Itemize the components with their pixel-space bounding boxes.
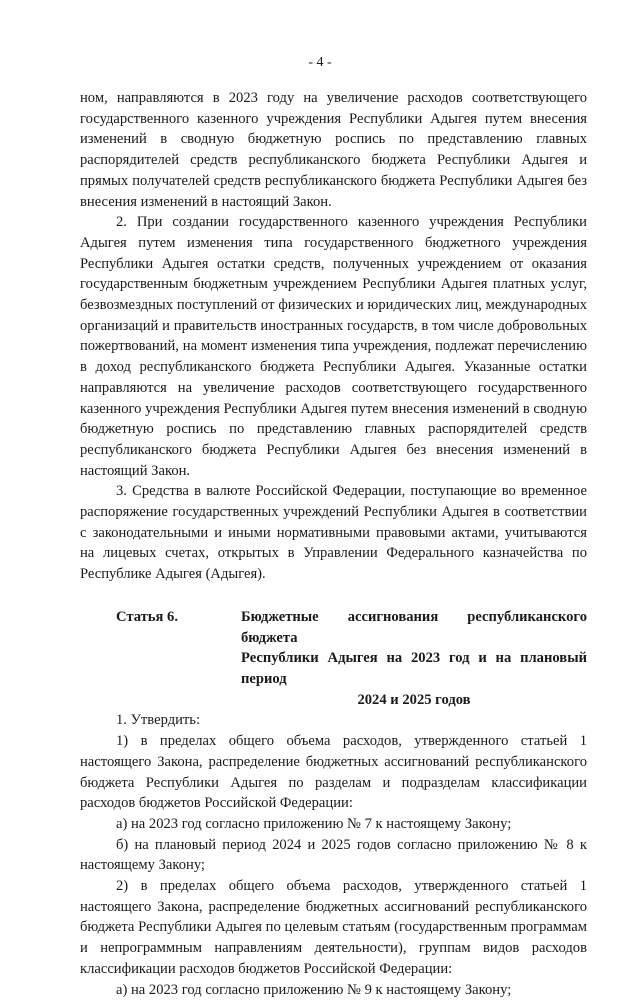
- article-paragraph-1a: а) на 2023 год согласно приложению № 7 к настоящему Закону;: [116, 815, 512, 832]
- paragraph-item-3: 3. Средства в валюте Российской Федерации, поступающие во временное распоряжение государственных учреждений Республики Адыгея в соответствии с законодательными и иными нормативными правовыми актами, учитываются на лицевых счетах, открытых в Управлении Федерального казначейства по Республике Адыгея (Адыгея).: [80, 483, 587, 583]
- article-number: Статья 6.: [116, 608, 178, 625]
- article-paragraph-2: 2) в пределах общего объема расходов, утвержденного статьей 1 настоящего Закона, распределение бюджетных ассигнований республиканского бюджета Республики Адыгея по целевым статьям (государственным программам и непрограммным направлениям деятельности), группам видов расходов классификации расходов бюджетов Российской Федерации:: [80, 878, 587, 977]
- article-title: [241, 607, 587, 711]
- page-number: - 4 -: [308, 55, 332, 70]
- article-paragraph-1b: б) на плановый период 2024 и 2025 годов согласно приложению № 8 к настоящему Закону;: [80, 836, 587, 874]
- article-title-line-2: Республики Адыгея на 2023 год и на плановый период: [241, 650, 587, 687]
- paragraph-item-2: 2. При создании государственного казенного учреждения Республики Адыгея путем изменения типа государственного бюджетного учреждения Республики Адыгея остатки средств, полученных учреждением от оказания государственным бюджетным учреждением Республики Адыгея платных услуг, безвозмездных поступлений от физических и юридических лиц, международных организаций и правительств иностранных государств, в том числе добровольных пожертвований, на момент изменения типа учреждения, подлежат перечислению в доход республиканского бюджета Республики Адыгея. Указанные остатки направляются на увеличение расходов соответствующего государственного казенного учреждения Республики Адыгея путем внесения изменений в сводную бюджетную роспись по представлению главных распорядителей средств республиканского бюджета Республики Адыгея без внесения изменений в настоящий Закон.: [80, 214, 587, 479]
- article-paragraph-approve: 1. Утвердить:: [116, 712, 201, 729]
- article-title-line-1: Бюджетные ассигнования республиканского бюджета: [241, 608, 587, 646]
- article-paragraph-1: 1) в пределах общего объема расходов, утвержденного статьей 1 настоящего Закона, распределение бюджетных ассигнований республиканского бюджета Республики Адыгея по разделам и подразделам классификации расходов бюджетов Российской Федерации:: [80, 733, 587, 812]
- paragraph-continuation: ном, направляются в 2023 году на увеличение расходов соответствующего государственного казенного учреждения Республики Адыгея путем внесения изменений в сводную бюджетную роспись по представлению главных распорядителей средств республиканского бюджета Республики Адыгея и прямых получателей средств республиканского бюджета Республики Адыгея без внесения изменений в настоящий Закон.: [80, 90, 587, 210]
- article-heading: [80, 607, 587, 711]
- article-paragraph-2a: а) на 2023 год согласно приложению № 9 к настоящему Закону;: [116, 981, 512, 998]
- article-title-line-3: 2024 и 2025 годов: [357, 691, 471, 708]
- document-body: [80, 88, 587, 1000]
